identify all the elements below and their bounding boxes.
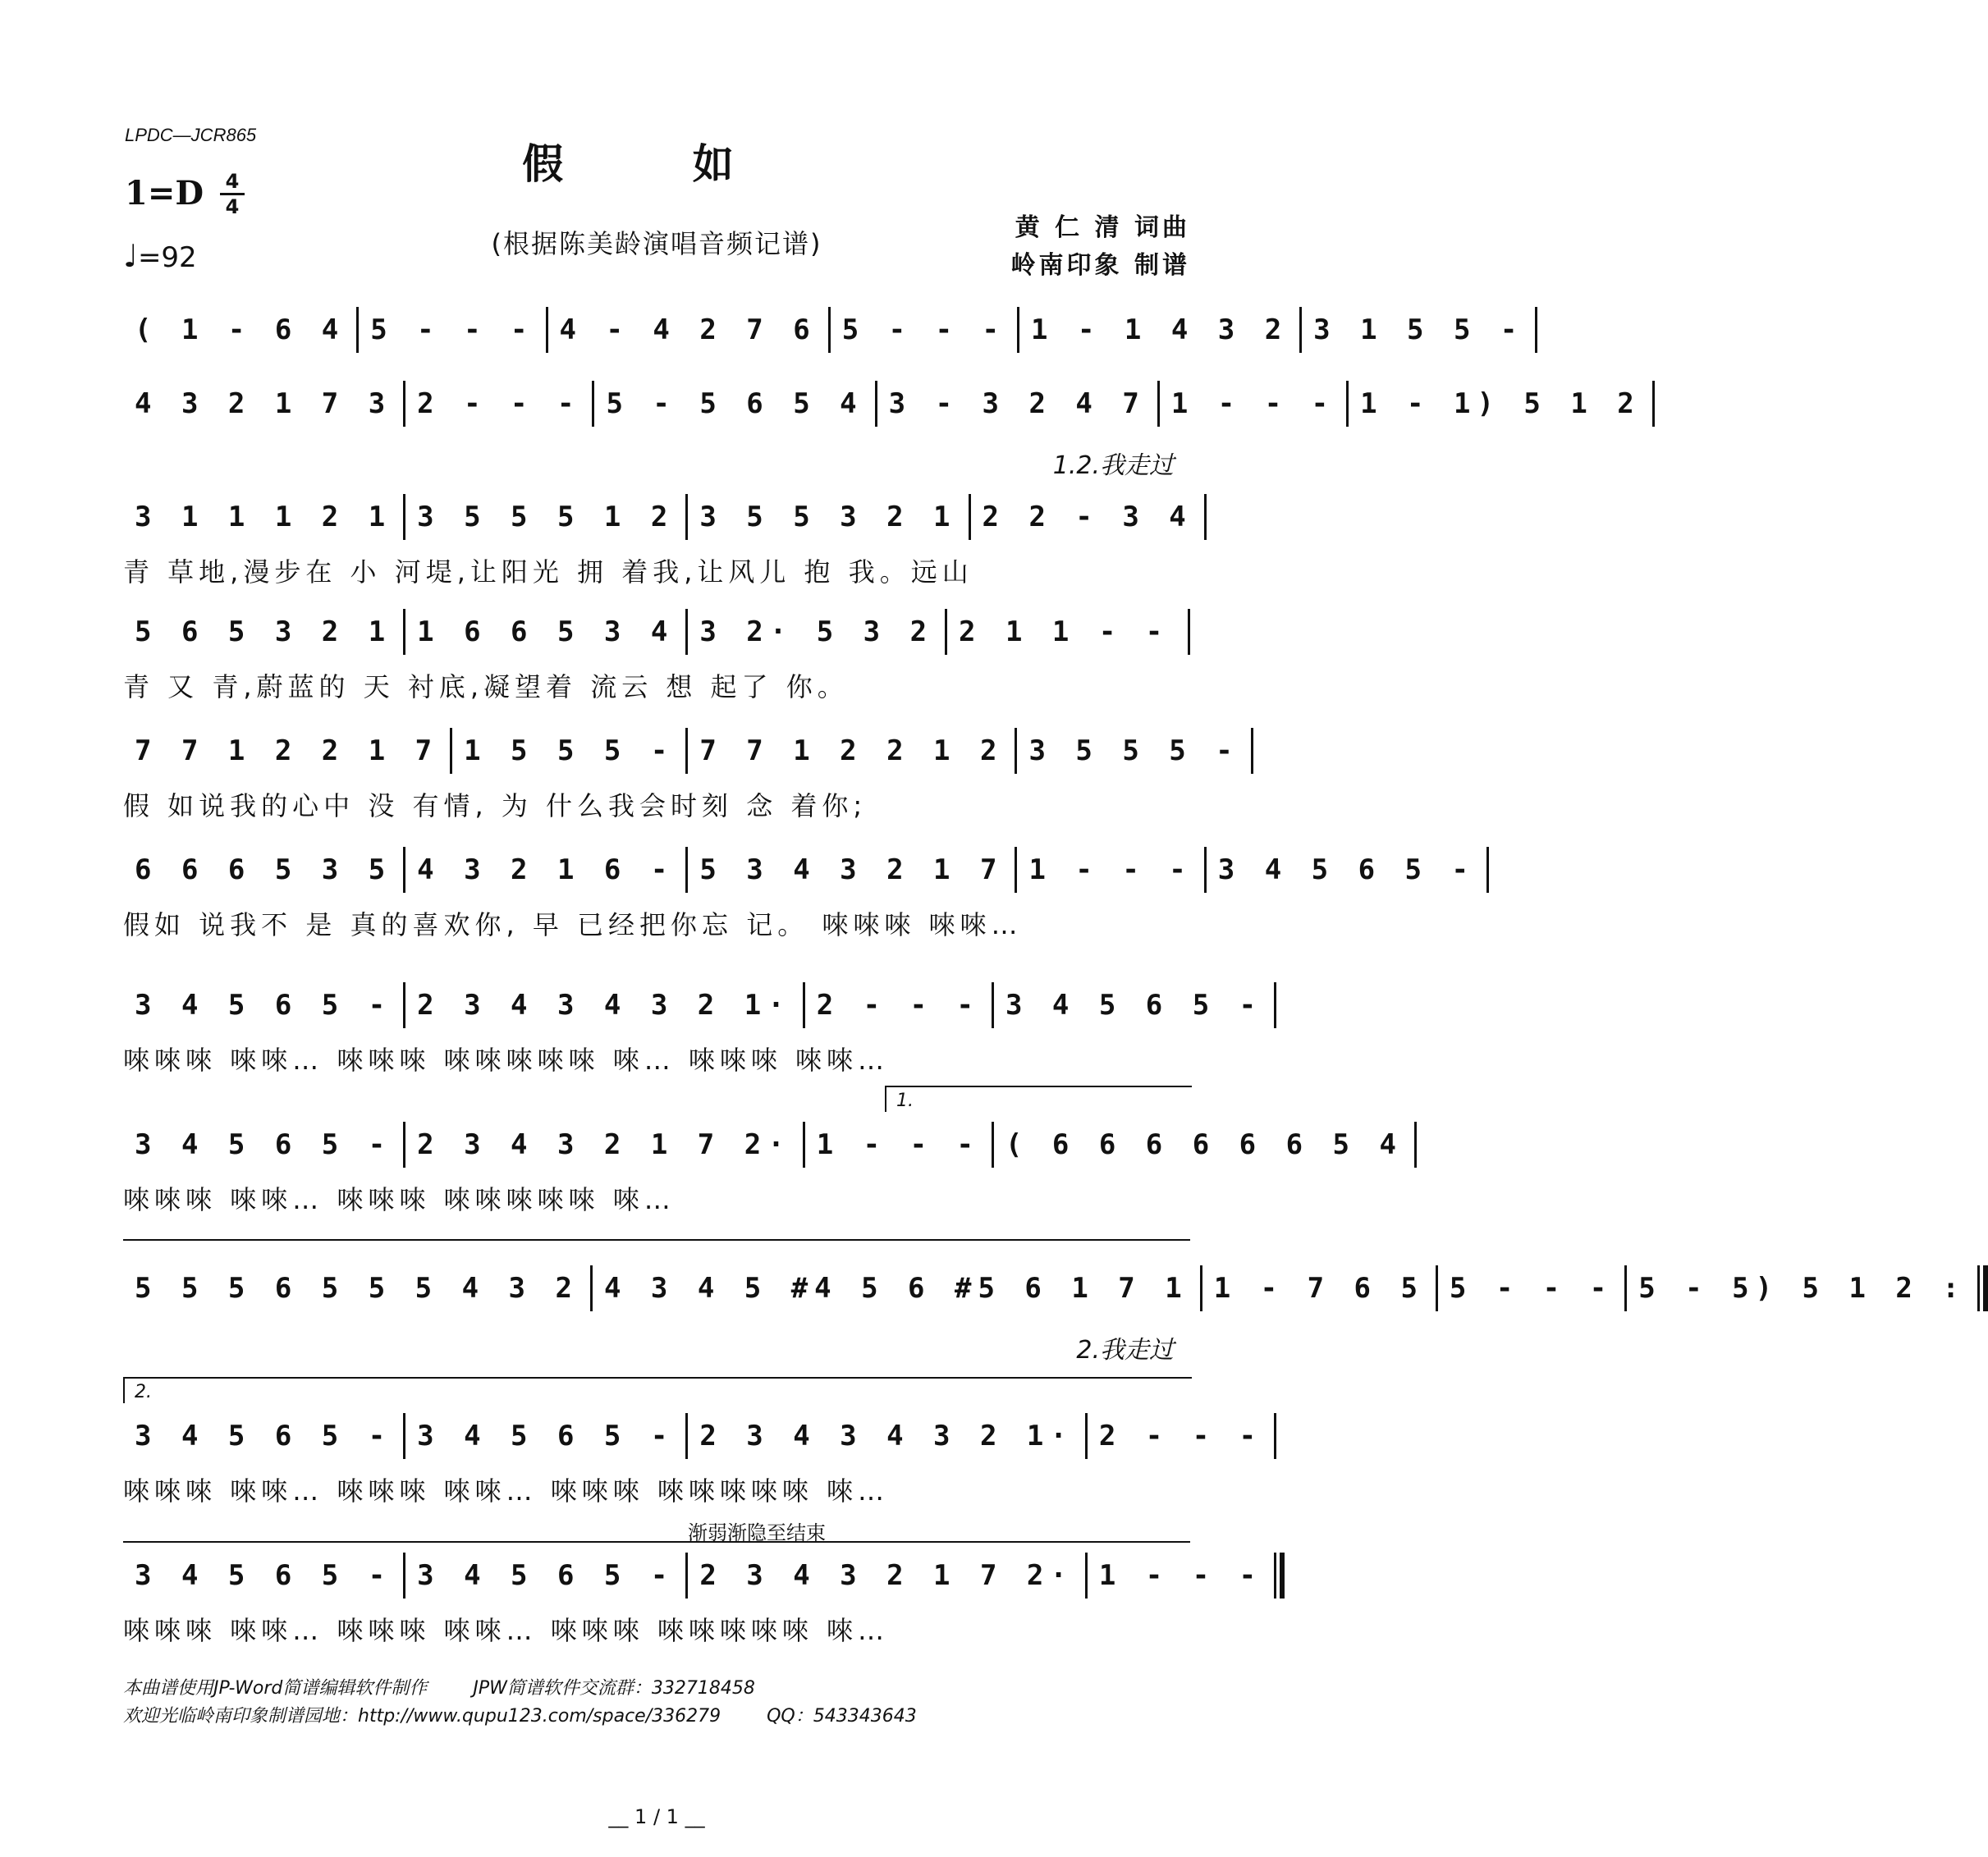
measure: 2 - - - bbox=[1098, 1420, 1263, 1452]
notes-row bbox=[123, 1264, 1966, 1313]
measure: 1 - - - bbox=[1098, 1559, 1263, 1592]
measure: 2 - - - bbox=[417, 387, 581, 420]
volta-number: 2. bbox=[135, 1382, 152, 1402]
measure: 3 1 5 5 - bbox=[1313, 313, 1524, 346]
measure: 3 5 5 5 1 2 bbox=[417, 501, 675, 533]
measure: 3 2· 5 3 2 bbox=[699, 615, 934, 648]
measure: 3 - 3 2 4 7 bbox=[888, 387, 1146, 420]
lyrics-row: 唻唻唻 唻唻… 唻唻唻 唻唻… 唻唻唻 唻唻唻唻唻 唻… bbox=[123, 1475, 890, 1507]
score-code: LPDC—JCR865 bbox=[125, 125, 257, 145]
page-title: 假 如 bbox=[522, 140, 791, 188]
lyrics-row: 假 如说我的心中 没 有情, 为 什么我会时刻 念 着你; bbox=[123, 790, 868, 821]
measure: 2 3 4 3 2 1 7 2· bbox=[417, 1128, 791, 1161]
measure: 1 6 6 5 3 4 bbox=[417, 615, 675, 648]
key-signature: 1=D bbox=[125, 174, 204, 213]
time-signature bbox=[220, 171, 245, 217]
measure: 5 6 5 3 2 1 bbox=[135, 615, 392, 648]
barline bbox=[1204, 494, 1207, 540]
footer-software: 本曲谱使用JP-Word简谱编辑软件制作 bbox=[123, 1678, 428, 1699]
composer-credit: 黄 仁 清 词曲 bbox=[1015, 213, 1190, 242]
measure: 1 - 1) 5 1 2 bbox=[1360, 387, 1641, 420]
measure: 3 5 5 5 - bbox=[1028, 734, 1239, 767]
measure: 2 2 - 3 4 bbox=[982, 501, 1193, 533]
measure: 1 - - - bbox=[816, 1128, 980, 1161]
fade-out-annotation: 渐弱渐隐至结束 bbox=[688, 1521, 826, 1544]
notes-row bbox=[123, 492, 1193, 542]
verse-label: 1.2.我走过 bbox=[1052, 451, 1174, 480]
measure: 2 1 1 - - bbox=[959, 615, 1170, 648]
notes-row bbox=[123, 981, 1263, 1030]
barline bbox=[1486, 847, 1489, 893]
barline bbox=[1652, 381, 1655, 427]
notes-row bbox=[123, 726, 1239, 775]
lyrics-row: 唻唻唻 唻唻… 唻唻唻 唻唻唻唻唻 唻… bbox=[123, 1184, 676, 1215]
system-rule bbox=[123, 1541, 1190, 1543]
tempo-value: =92 bbox=[137, 241, 197, 274]
measure: 1 - - - bbox=[1170, 387, 1335, 420]
measure: 3 5 5 3 2 1 bbox=[699, 501, 957, 533]
footer-site: 欢迎光临岭南印象制谱园地：http://www.qupu123.com/space/336279 bbox=[123, 1706, 721, 1727]
lyrics-row: 唻唻唻 唻唻… 唻唻唻 唻唻… 唻唻唻 唻唻唻唻唻 唻… bbox=[123, 1615, 890, 1646]
measure: 1 5 5 5 - bbox=[464, 734, 675, 767]
measure: 2 3 4 3 4 3 2 1· bbox=[417, 989, 791, 1022]
measure: 1 - 7 6 5 bbox=[1213, 1272, 1424, 1305]
measure: 1 - - - bbox=[1028, 853, 1193, 886]
time-signature-top: 4 bbox=[225, 170, 240, 193]
notes-row bbox=[123, 1551, 1263, 1600]
measure: 5 - 5 6 5 4 bbox=[606, 387, 863, 420]
measure: 2 3 4 3 2 1 7 2· bbox=[699, 1559, 1074, 1592]
measure: 5 3 4 3 2 1 7 bbox=[699, 853, 1004, 886]
notes-row bbox=[123, 305, 1524, 354]
measure: 3 1 1 1 2 1 bbox=[135, 501, 392, 533]
notes-row bbox=[123, 1120, 1403, 1169]
barline bbox=[1535, 307, 1537, 353]
measure: 2 3 4 3 4 3 2 1· bbox=[699, 1420, 1074, 1452]
measure: 5 - - - bbox=[370, 313, 534, 346]
subtitle: (根据陈美龄演唱音频记谱) bbox=[491, 228, 822, 259]
barline bbox=[1251, 728, 1253, 774]
footer-qq: QQ：543343643 bbox=[767, 1706, 917, 1727]
system-rule bbox=[123, 1239, 1190, 1241]
measure: 1 - 1 4 3 2 bbox=[1031, 313, 1289, 346]
measure: 5 - - - bbox=[841, 313, 1005, 346]
barline bbox=[1977, 1265, 1988, 1311]
measure: ( 6 6 6 6 6 6 5 4 bbox=[1005, 1128, 1403, 1161]
page-number: __ 1 / 1 __ bbox=[608, 1805, 705, 1828]
measure: 3 4 5 6 5 - bbox=[135, 1559, 392, 1592]
measure: 7 7 1 2 2 1 7 bbox=[135, 734, 439, 767]
volta-number: 1. bbox=[896, 1091, 914, 1111]
measure: 3 4 5 6 5 - bbox=[135, 989, 392, 1022]
footer-group: JPW简谱软件交流群：332718458 bbox=[473, 1678, 755, 1699]
measure: 5 - - - bbox=[1449, 1272, 1614, 1305]
measure: 3 4 5 6 5 - bbox=[417, 1559, 675, 1592]
quarter-note-icon: ♩ bbox=[123, 238, 138, 274]
notes-row bbox=[123, 607, 1190, 656]
measure: 3 4 5 6 5 - bbox=[135, 1128, 392, 1161]
measure: 3 4 5 6 5 - bbox=[417, 1420, 675, 1452]
measure: 5 - 5) 5 1 2 : bbox=[1638, 1272, 1966, 1305]
footer-line-2 bbox=[123, 1702, 963, 1727]
barline bbox=[1274, 982, 1276, 1028]
credits bbox=[1011, 209, 1190, 285]
volta-bracket bbox=[123, 1377, 1192, 1403]
measure: 5 5 5 6 5 5 5 4 3 2 bbox=[135, 1272, 579, 1305]
barline bbox=[1188, 609, 1190, 655]
measure: 4 - 4 2 7 6 bbox=[559, 313, 817, 346]
lyrics-row: 唻唻唻 唻唻… 唻唻唻 唻唻唻唻唻 唻… 唻唻唻 唻唻… bbox=[123, 1045, 890, 1076]
measure: 4 3 2 1 6 - bbox=[417, 853, 675, 886]
measure: 3 4 5 6 5 - bbox=[1217, 853, 1475, 886]
lyrics-row: 青 又 青,蔚蓝的 天 衬底,凝望着 流云 想 起了 你。 bbox=[123, 671, 849, 702]
measure: 7 7 1 2 2 1 2 bbox=[699, 734, 1004, 767]
measure: 4 3 4 5 #4 5 6 #5 6 1 7 1 bbox=[603, 1272, 1189, 1305]
barline bbox=[1274, 1413, 1276, 1459]
notes-row bbox=[123, 845, 1475, 894]
lyrics-row: 假如 说我不 是 真的喜欢你, 早 已经把你忘 记。 唻唻唻 唻唻… bbox=[123, 909, 1023, 940]
barline bbox=[1414, 1122, 1417, 1168]
barline bbox=[1274, 1553, 1285, 1599]
measure: 3 4 5 6 5 - bbox=[1005, 989, 1263, 1022]
arranger-credit: 岭南印象 制谱 bbox=[1010, 251, 1190, 280]
measure: 4 3 2 1 7 3 bbox=[135, 387, 392, 420]
verse-label: 2.我走过 bbox=[1076, 1336, 1174, 1365]
footer-line-1 bbox=[123, 1674, 801, 1699]
measure: 2 - - - bbox=[816, 989, 980, 1022]
notes-row bbox=[123, 379, 1641, 428]
notes-row bbox=[123, 1411, 1263, 1461]
lyrics-row: 青 草地,漫步在 小 河堤,让阳光 拥 着我,让风儿 抱 我。远山 bbox=[123, 556, 973, 588]
measure: 6 6 6 5 3 5 bbox=[135, 853, 392, 886]
measure: 3 4 5 6 5 - bbox=[135, 1420, 392, 1452]
volta-bracket bbox=[885, 1086, 1192, 1112]
measure: ( 1 - 6 4 bbox=[135, 313, 346, 346]
time-signature-bottom: 4 bbox=[225, 195, 240, 218]
